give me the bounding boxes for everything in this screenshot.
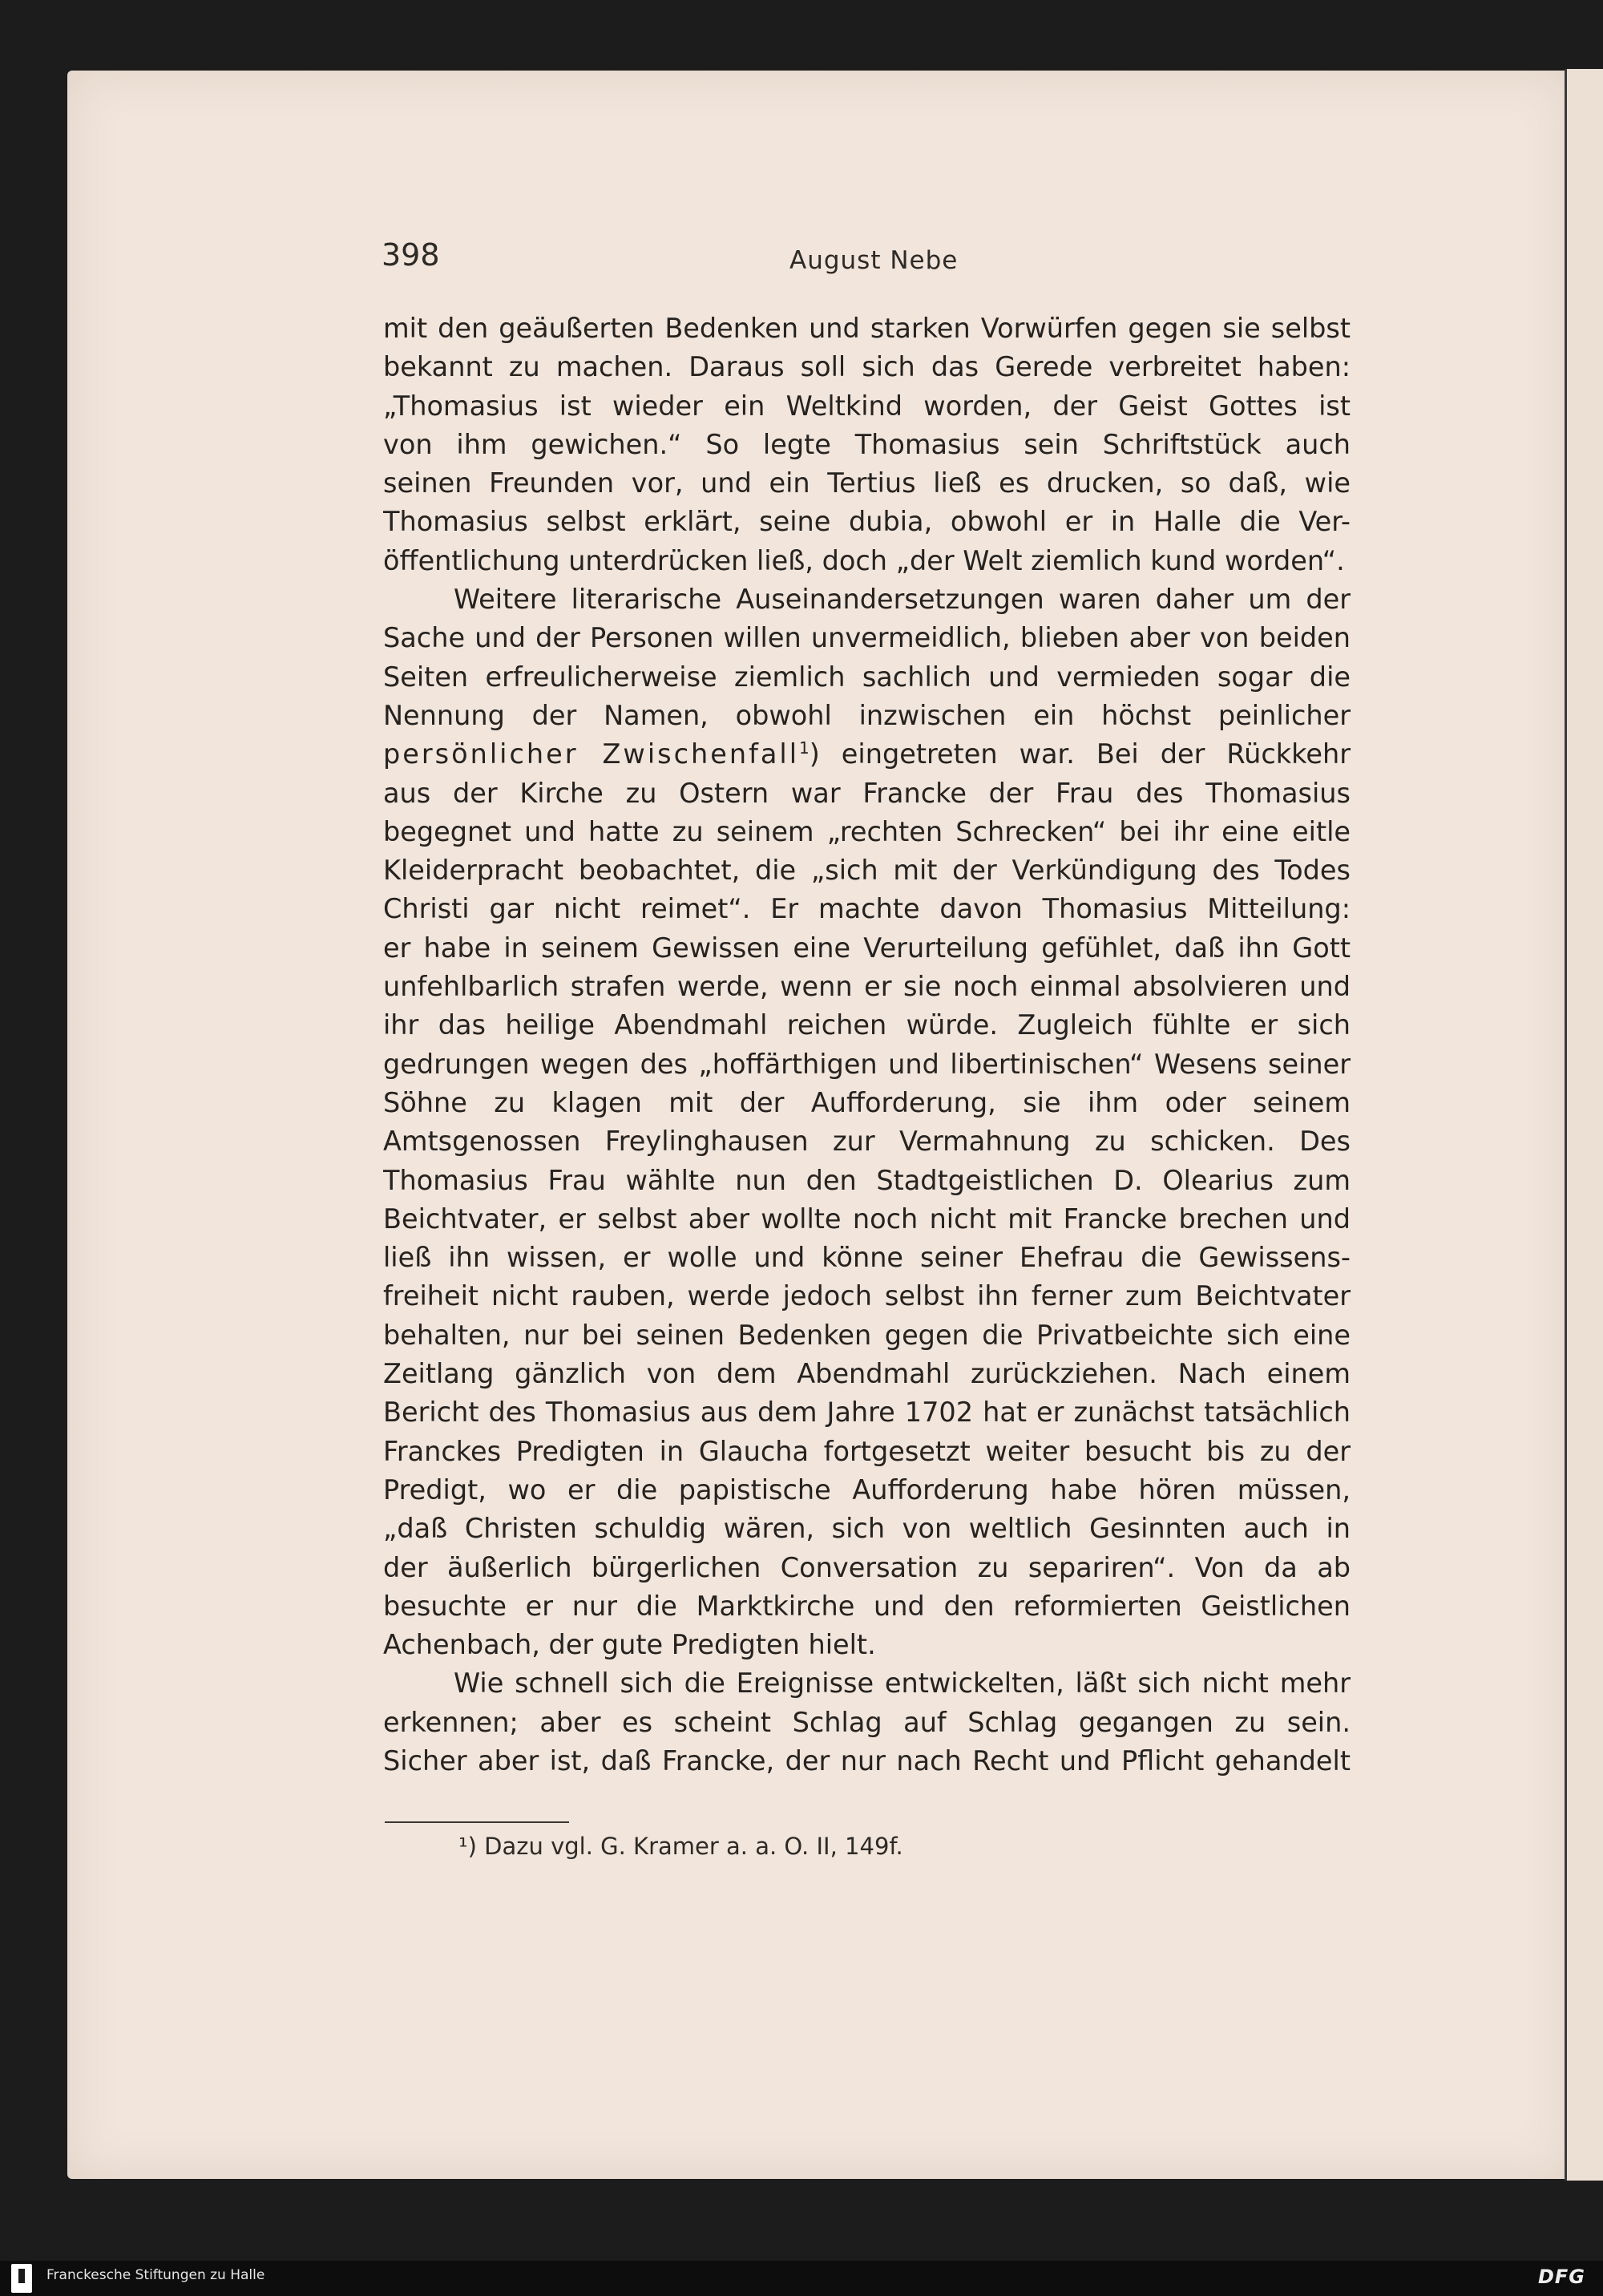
text-line: behalten, nur bei seinen Bedenken gegen die Privatbeichte sich eine bbox=[383, 1319, 1351, 1351]
footnote-rule bbox=[385, 1821, 569, 1823]
text-line: unfehlbarlich strafen werde, wenn er sie noch einmal absolvieren und bbox=[383, 971, 1351, 1003]
text-line: Kleiderpracht beobachtet, die „sich mit der Verkündigung des Todes bbox=[383, 855, 1351, 887]
adjacent-page-edge bbox=[1565, 69, 1603, 2181]
text-line: der äußerlich bürgerlichen Conversation zu separiren“. Von da ab bbox=[383, 1551, 1351, 1583]
text-line: „daß Christen schuldig wären, sich von weltlich Gesinnten auch in bbox=[383, 1513, 1351, 1545]
institution-name: Franckesche Stiftungen zu Halle bbox=[46, 2267, 265, 2283]
text-line: Nennung der Namen, obwohl inzwischen ein höchst peinlicher bbox=[383, 699, 1351, 731]
text-line: Christi gar nicht reimet“. Er machte davon Thomasius Mitteilung: bbox=[383, 893, 1351, 925]
text-line: Amtsgenossen Freylinghausen zur Vermahnung zu schicken. Des bbox=[383, 1126, 1351, 1158]
text-line: seinen Freunden vor, und ein Tertius ließ es drucken, so daß, wie bbox=[383, 467, 1351, 499]
line-continuation: ) eingetreten war. Bei der Rückkehr bbox=[809, 738, 1351, 770]
text-line: mit den geäußerten Bedenken und starken Vorwürfen gegen sie selbst bbox=[383, 313, 1351, 344]
text-line: ihr das heilige Abendmahl reichen würde. Zugleich fühlte er sich bbox=[383, 1009, 1351, 1041]
text-line: begegnet und hatte zu seinem „rechten Schrecken“ bei ihr eine eitle bbox=[383, 815, 1351, 847]
text-line: freiheit nicht rauben, werde jedoch selbst ihn ferner zum Beichtvater bbox=[383, 1280, 1351, 1312]
text-line: erkennen; aber es scheint Schlag auf Schlag gegangen zu sein. bbox=[383, 1706, 1351, 1738]
text-line: Söhne zu klagen mit der Aufforderung, sie ihm oder seinem bbox=[383, 1086, 1351, 1118]
text-line bbox=[383, 735, 1351, 774]
text-line: Predigt, wo er die papistische Aufforderung habe hören müssen, bbox=[383, 1473, 1351, 1506]
text-line: Achenbach, der gute Predigten hielt. bbox=[383, 1629, 876, 1661]
text-line: Bericht des Thomasius aus dem Jahre 1702 hat er zunächst tatsächlich bbox=[383, 1397, 1351, 1429]
text-line: Sicher aber ist, daß Francke, der nur nach Recht und Pflicht gehandelt bbox=[383, 1744, 1351, 1777]
institution-logo-icon bbox=[11, 2264, 32, 2293]
spaced-emphasis: persönlicher Zwischenfall bbox=[383, 738, 800, 770]
text-line: von ihm gewichen.“ So legte Thomasius sein Schriftstück auch bbox=[383, 428, 1351, 460]
page-number: 398 bbox=[382, 237, 440, 273]
footnote: ¹) Dazu vgl. G. Kramer a. a. O. II, 149f. bbox=[458, 1833, 903, 1860]
text-line: Zeitlang gänzlich von dem Abendmahl zurückziehen. Nach einem bbox=[383, 1358, 1351, 1390]
running-head: August Nebe bbox=[789, 246, 959, 275]
text-line: Thomasius Frau wählte nun den Stadtgeistlichen D. Olearius zum bbox=[383, 1164, 1351, 1196]
body-text bbox=[383, 309, 1351, 1781]
text-line: Weitere literarische Auseinandersetzungen waren daher um der bbox=[454, 584, 1351, 616]
text-line: Sache und der Personen willen unvermeidlich, blieben aber von beiden bbox=[383, 622, 1351, 654]
text-line: Beichtvater, er selbst aber wollte noch nicht mit Francke brechen und bbox=[383, 1203, 1351, 1235]
text-line: aus der Kirche zu Ostern war Francke der Frau des Thomasius bbox=[383, 777, 1351, 809]
text-line: besuchte er nur die Marktkirche und den reformierten Geistlichen bbox=[383, 1590, 1351, 1622]
text-line: er habe in seinem Gewissen eine Verurteilung gefühlet, daß ihn Gott bbox=[383, 932, 1351, 964]
text-line: Seiten erfreulicherweise ziemlich sachlich und vermieden sogar die bbox=[383, 661, 1351, 693]
text-line: gedrungen wegen des „hoffärthigen und libertinischen“ Wesens seiner bbox=[383, 1048, 1351, 1080]
text-line: „Thomasius ist wieder ein Weltkind worden, der Geist Gottes ist bbox=[383, 390, 1351, 422]
text-line: Wie schnell sich die Ereignisse entwickelten, läßt sich nicht mehr bbox=[454, 1667, 1351, 1700]
dfg-logo: DFG bbox=[1537, 2266, 1585, 2288]
text-line: ließ ihn wissen, er wolle und könne seiner Ehefrau die Gewissens- bbox=[383, 1242, 1351, 1274]
text-line: bekannt zu machen. Daraus soll sich das Gerede verbreitet haben: bbox=[383, 351, 1351, 383]
text-line: Thomasius selbst erklärt, seine dubia, obwohl er in Halle die Ver- bbox=[383, 506, 1351, 538]
text-line: öffentlichung unterdrücken ließ, doch „der Welt ziemlich kund worden“. bbox=[383, 544, 1345, 576]
text-line: Franckes Predigten in Glaucha fortgesetzt weiter besucht bis zu der bbox=[383, 1435, 1351, 1467]
footnote-marker: 1 bbox=[799, 738, 810, 758]
